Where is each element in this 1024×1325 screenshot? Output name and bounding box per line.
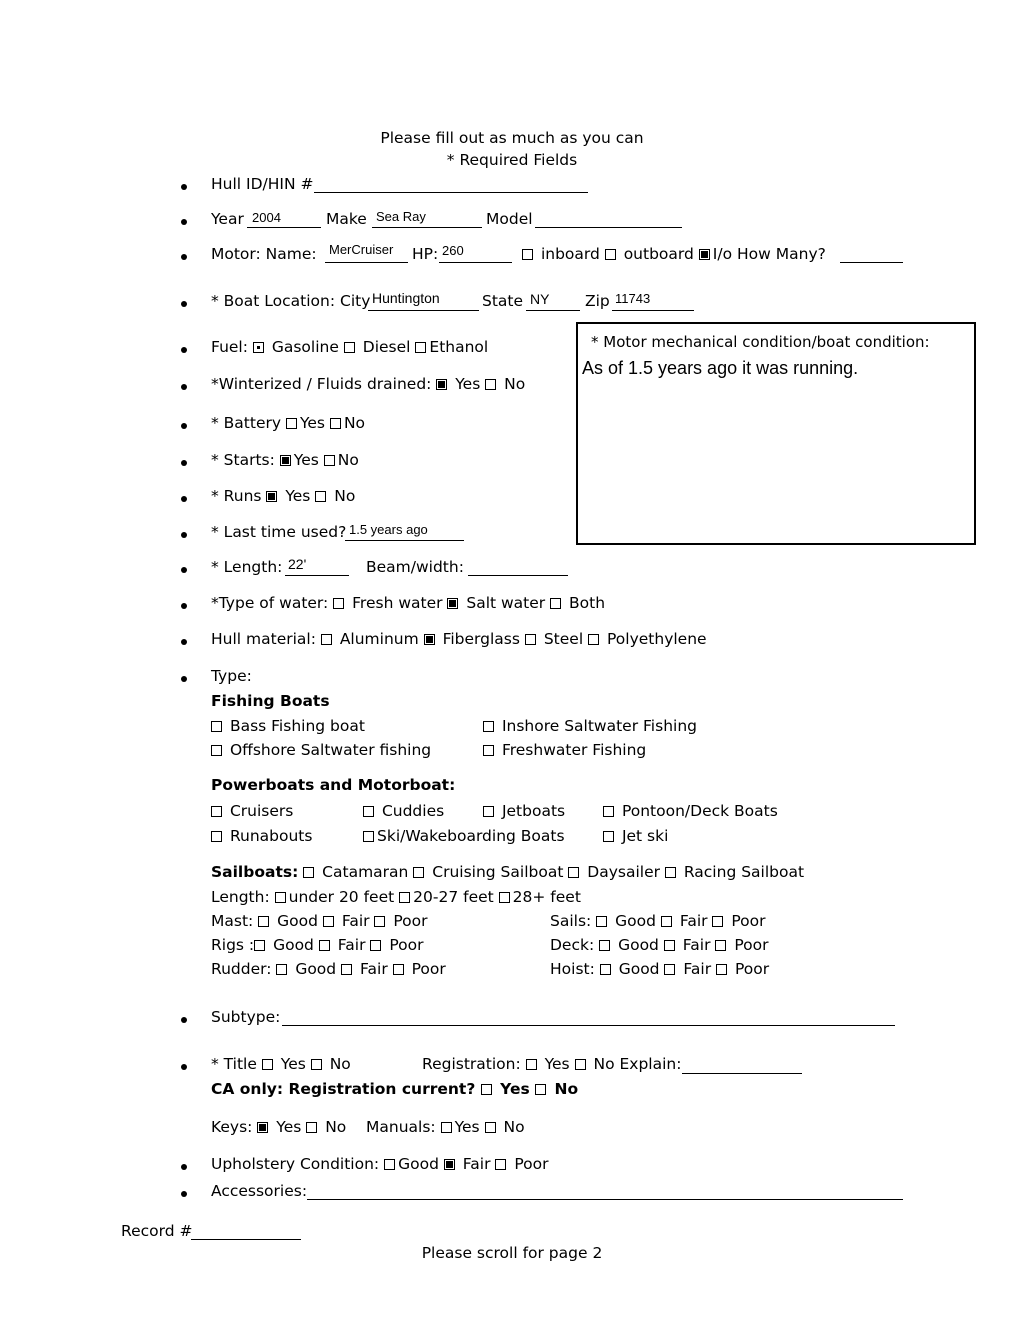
both-water-label: Both <box>569 594 606 612</box>
sails-poor-checkbox[interactable] <box>712 916 723 927</box>
last-used-field[interactable] <box>345 540 464 541</box>
bullet <box>181 496 187 502</box>
ca-registration-label: CA only: Registration current? <box>211 1080 476 1098</box>
make-value: Sea Ray <box>376 209 426 224</box>
sail-length-label: Length: <box>211 888 270 906</box>
keys-label: Keys: <box>211 1118 253 1136</box>
salt-water-label: Salt water <box>466 594 546 612</box>
how-many-field[interactable] <box>840 262 903 263</box>
starts-label: * Starts: <box>211 451 275 469</box>
zip-field[interactable] <box>612 310 694 311</box>
runabouts-checkbox[interactable] <box>211 831 222 842</box>
rigs-label: Rigs : <box>211 936 255 954</box>
beam-field[interactable] <box>468 575 568 576</box>
jetski-label: Jet ski <box>621 827 669 845</box>
bullet <box>181 460 187 466</box>
title-no-checkbox[interactable] <box>311 1059 322 1070</box>
registration-yes-checkbox[interactable] <box>526 1059 537 1070</box>
type-label: Type: <box>211 667 252 685</box>
registration-label: Registration: <box>422 1055 521 1073</box>
condition-label: * Motor mechanical condition/boat condition: <box>591 333 930 351</box>
bullet <box>181 254 187 260</box>
bullet <box>181 301 187 307</box>
no-label: No <box>503 1118 525 1136</box>
zip-label: Zip <box>585 292 610 310</box>
polyethylene-checkbox[interactable] <box>588 634 599 645</box>
length-label: * Length: <box>211 558 283 576</box>
rigs-good-checkbox[interactable] <box>254 940 265 951</box>
poor-label: Poor <box>734 960 770 978</box>
yes-label: Yes <box>455 375 481 393</box>
20-27-checkbox[interactable] <box>399 892 410 903</box>
bullet <box>181 423 187 429</box>
bass-label: Bass Fishing boat <box>229 717 365 735</box>
catamaran-label: Catamaran <box>322 863 409 881</box>
hull-id-field[interactable] <box>314 192 588 193</box>
ethanol-label: Ethanol <box>429 338 489 356</box>
catamaran-checkbox[interactable] <box>303 867 314 878</box>
pontoon-option <box>603 802 778 820</box>
length-field[interactable] <box>285 575 349 576</box>
offshore-checkbox[interactable] <box>211 745 222 756</box>
racing-sailboat-checkbox[interactable] <box>665 867 676 878</box>
racing-sailboat-label: Racing Sailboat <box>683 863 805 881</box>
hoist-fair-checkbox[interactable] <box>664 964 675 975</box>
poor-label: Poor <box>731 912 766 930</box>
no-label: No <box>337 451 359 469</box>
deck-label: Deck: <box>550 936 595 954</box>
salt-water-checkbox[interactable] <box>447 598 458 609</box>
runabouts-label: Runabouts <box>229 827 313 845</box>
offshore-option <box>211 741 431 759</box>
mast-good-checkbox[interactable] <box>258 916 269 927</box>
condition-box[interactable] <box>576 322 976 545</box>
make-field[interactable] <box>372 227 482 228</box>
poor-label: Poor <box>393 912 428 930</box>
city-field[interactable] <box>368 310 479 311</box>
steel-label: Steel <box>543 630 584 648</box>
hoist-good-checkbox[interactable] <box>600 964 611 975</box>
inshore-label: Inshore Saltwater Fishing <box>501 717 697 735</box>
gasoline-label: Gasoline <box>271 338 339 356</box>
bullet <box>181 384 187 390</box>
water-label: *Type of water: <box>211 594 329 612</box>
starts-no-checkbox[interactable] <box>324 455 335 466</box>
no-label: No <box>504 375 526 393</box>
aluminum-label: Aluminum <box>339 630 419 648</box>
battery-label: * Battery <box>211 414 282 432</box>
accessories-label: Accessories: <box>211 1182 308 1200</box>
bullet <box>181 1017 187 1023</box>
cuddies-label: Cuddies <box>381 802 445 820</box>
beam-label: Beam/width: <box>366 558 464 576</box>
mast-label: Mast: <box>211 912 254 930</box>
no-label: No <box>334 487 356 505</box>
sail-length-row <box>211 888 581 906</box>
rudder-label: Rudder: <box>211 960 272 978</box>
hp-field[interactable] <box>439 262 512 263</box>
ski-label: Ski/Wakeboarding Boats <box>377 827 565 845</box>
rudder-poor-checkbox[interactable] <box>393 964 404 975</box>
year-value: 2004 <box>252 210 281 225</box>
ca-registration-row <box>211 1080 578 1098</box>
good-label: Good <box>618 936 659 954</box>
freshwater-option <box>483 741 646 759</box>
bullet <box>181 639 187 645</box>
accessories-field[interactable] <box>307 1199 903 1200</box>
motor-name-value: MerCruiser <box>329 242 394 257</box>
hp-label: HP: <box>412 245 439 263</box>
fuel-row <box>211 338 488 356</box>
no-label: No <box>329 1055 351 1073</box>
yes-label: Yes <box>299 414 326 432</box>
fresh-water-label: Fresh water <box>352 594 443 612</box>
no-label: No <box>343 414 366 432</box>
good-label: Good <box>273 936 314 954</box>
sailboats-heading: Sailboats: <box>211 863 299 881</box>
aluminum-checkbox[interactable] <box>321 634 332 645</box>
deck-good-checkbox[interactable] <box>599 940 610 951</box>
poor-label: Poor <box>411 960 446 978</box>
mast-fair-checkbox[interactable] <box>323 916 334 927</box>
model-label: Model <box>486 210 533 228</box>
record-field[interactable] <box>191 1239 301 1240</box>
bullet <box>181 184 187 190</box>
motor-name-label: Motor: Name: <box>211 245 317 263</box>
cruisers-checkbox[interactable] <box>211 806 222 817</box>
runabouts-option <box>211 827 312 845</box>
rudder-good-checkbox[interactable] <box>276 964 287 975</box>
title-label: * Title <box>211 1055 257 1073</box>
battery-no-checkbox[interactable] <box>330 418 341 429</box>
deck-fair-checkbox[interactable] <box>664 940 675 951</box>
title-yes-checkbox[interactable] <box>262 1059 273 1070</box>
starts-row <box>211 451 359 469</box>
cuddies-checkbox[interactable] <box>363 806 374 817</box>
outboard-checkbox[interactable] <box>605 249 616 260</box>
poor-label: Poor <box>514 1155 549 1173</box>
fiberglass-checkbox[interactable] <box>424 634 435 645</box>
pontoon-checkbox[interactable] <box>603 806 614 817</box>
registration-row <box>422 1055 681 1073</box>
no-label: No <box>593 1055 615 1073</box>
hoist-poor-checkbox[interactable] <box>716 964 727 975</box>
sails-row <box>550 912 766 930</box>
hp-value: 260 <box>442 243 464 258</box>
freshwater-label: Freshwater Fishing <box>501 741 647 759</box>
bullet <box>181 347 187 353</box>
manuals-yes-checkbox[interactable] <box>441 1122 452 1133</box>
fresh-water-checkbox[interactable] <box>333 598 344 609</box>
rigs-poor-checkbox[interactable] <box>370 940 381 951</box>
good-label: Good <box>277 912 318 930</box>
make-label: Make <box>326 210 367 228</box>
freshwater-checkbox[interactable] <box>483 745 494 756</box>
fair-label: Fair <box>683 960 712 978</box>
fair-label: Fair <box>679 912 708 930</box>
inshore-checkbox[interactable] <box>483 721 494 732</box>
no-label: No <box>325 1118 347 1136</box>
no-label: No <box>554 1080 579 1098</box>
keys-yes-checkbox[interactable] <box>257 1122 268 1133</box>
fiberglass-label: Fiberglass <box>442 630 520 648</box>
last-used-label: * Last time used? <box>211 523 347 541</box>
28-plus-label: 28+ feet <box>512 888 581 906</box>
deck-row <box>550 936 768 954</box>
upholstery-fair-checkbox[interactable] <box>444 1159 455 1170</box>
manuals-no-checkbox[interactable] <box>485 1122 496 1133</box>
fuel-label: Fuel: <box>211 338 248 356</box>
motor-type-options <box>522 245 826 263</box>
city-label: * Boat Location: City <box>211 292 371 310</box>
yes-label: Yes <box>454 1118 480 1136</box>
bullet <box>181 1064 187 1070</box>
cruising-sailboat-label: Cruising Sailboat <box>432 863 564 881</box>
subtype-label: Subtype: <box>211 1008 281 1026</box>
jetboats-label: Jetboats <box>501 802 566 820</box>
good-label: Good <box>618 960 660 978</box>
ca-no-checkbox[interactable] <box>535 1084 546 1095</box>
poor-label: Poor <box>389 936 424 954</box>
sailboats-row <box>211 863 804 881</box>
winterized-no-checkbox[interactable] <box>485 379 496 390</box>
bullet <box>181 1164 187 1170</box>
pontoon-label: Pontoon/Deck Boats <box>621 802 778 820</box>
ski-checkbox[interactable] <box>363 831 374 842</box>
diesel-label: Diesel <box>362 338 411 356</box>
upholstery-good-checkbox[interactable] <box>384 1159 395 1170</box>
runs-label: * Runs <box>211 487 262 505</box>
yes-label: Yes <box>293 451 319 469</box>
explain-label: Explain: <box>619 1055 682 1073</box>
rigs-fair-checkbox[interactable] <box>319 940 330 951</box>
cruisers-option <box>211 802 293 820</box>
title-row <box>211 1055 351 1073</box>
bullet <box>181 1191 187 1197</box>
rudder-fair-checkbox[interactable] <box>341 964 352 975</box>
fair-label: Fair <box>462 1155 491 1173</box>
winterized-row <box>211 375 525 393</box>
jetski-option <box>603 827 668 845</box>
yes-label: Yes <box>285 487 311 505</box>
under-20-checkbox[interactable] <box>275 892 286 903</box>
good-label: Good <box>295 960 337 978</box>
inshore-option <box>483 717 697 735</box>
bullet <box>181 219 187 225</box>
starts-yes-checkbox[interactable] <box>280 455 291 466</box>
bullet <box>181 676 187 682</box>
bass-checkbox[interactable] <box>211 721 222 732</box>
explain-field[interactable] <box>682 1073 802 1074</box>
polyethylene-label: Polyethylene <box>607 630 707 648</box>
upholstery-label: Upholstery Condition: <box>211 1155 380 1173</box>
condition-text: As of 1.5 years ago it was running. <box>582 358 859 378</box>
battery-row <box>211 414 365 432</box>
sails-good-checkbox[interactable] <box>596 916 607 927</box>
hull-material-label: Hull material: <box>211 630 316 648</box>
diesel-checkbox[interactable] <box>344 342 355 353</box>
rigs-row <box>211 936 423 954</box>
under-20-label: under 20 feet <box>288 888 395 906</box>
winterized-yes-checkbox[interactable] <box>436 379 447 390</box>
runs-no-checkbox[interactable] <box>315 491 326 502</box>
bullet <box>181 603 187 609</box>
hoist-label: Hoist: <box>550 960 595 978</box>
length-value: 22' <box>288 556 307 572</box>
steel-checkbox[interactable] <box>525 634 536 645</box>
keys-no-checkbox[interactable] <box>306 1122 317 1133</box>
28-plus-checkbox[interactable] <box>499 892 510 903</box>
good-label: Good <box>615 912 656 930</box>
required-fields-note: * Required Fields <box>446 151 578 169</box>
hull-material-row <box>211 630 707 648</box>
state-field[interactable] <box>526 310 580 311</box>
battery-yes-checkbox[interactable] <box>286 418 297 429</box>
cruising-sailboat-checkbox[interactable] <box>413 867 424 878</box>
year-label: Year <box>211 210 244 228</box>
cruisers-label: Cruisers <box>229 802 294 820</box>
state-value: NY <box>530 291 550 307</box>
bullet <box>181 567 187 573</box>
powerboats-heading: Powerboats and Motorboat: <box>211 776 456 794</box>
subtype-field[interactable] <box>282 1025 895 1026</box>
ca-yes-checkbox[interactable] <box>481 1084 492 1095</box>
bullet <box>181 532 187 538</box>
mast-row <box>211 912 428 930</box>
inboard-checkbox[interactable] <box>522 249 533 260</box>
rudder-row <box>211 960 446 978</box>
state-label: State <box>482 292 524 310</box>
yes-label: Yes <box>500 1080 530 1098</box>
upholstery-poor-checkbox[interactable] <box>495 1159 506 1170</box>
fair-label: Fair <box>341 912 370 930</box>
both-water-checkbox[interactable] <box>550 598 561 609</box>
winterized-label: *Winterized / Fluids drained: <box>211 375 432 393</box>
outboard-label: outboard <box>623 245 694 263</box>
fishing-heading: Fishing Boats <box>211 692 330 710</box>
scroll-note: Please scroll for page 2 <box>421 1244 603 1262</box>
fair-label: Fair <box>360 960 388 978</box>
registration-no-checkbox[interactable] <box>575 1059 586 1070</box>
gasoline-checkbox[interactable] <box>253 342 264 353</box>
model-field[interactable] <box>535 227 682 228</box>
manuals-label: Manuals: <box>366 1118 436 1136</box>
poor-label: Poor <box>734 936 769 954</box>
runs-row <box>211 487 355 505</box>
ethanol-checkbox[interactable] <box>415 342 426 353</box>
cuddies-option <box>363 802 444 820</box>
hoist-row <box>550 960 769 978</box>
inboard-label: inboard <box>540 245 600 263</box>
20-27-label: 20-27 feet <box>413 888 494 906</box>
sails-fair-checkbox[interactable] <box>661 916 672 927</box>
io-checkbox[interactable] <box>699 249 710 260</box>
yes-label: Yes <box>280 1055 306 1073</box>
io-label: I/o <box>712 245 733 263</box>
sails-label: Sails: <box>550 912 592 930</box>
runs-yes-checkbox[interactable] <box>266 491 277 502</box>
bass-option <box>211 717 365 735</box>
motor-name-field[interactable] <box>325 262 408 263</box>
year-field[interactable] <box>247 227 321 228</box>
upholstery-row <box>211 1155 548 1173</box>
jetski-checkbox[interactable] <box>603 831 614 842</box>
daysailer-checkbox[interactable] <box>568 867 579 878</box>
fair-label: Fair <box>682 936 711 954</box>
hull-id-label: Hull ID/HIN # <box>211 175 314 193</box>
last-used-value: 1.5 years ago <box>349 522 428 537</box>
ski-option <box>363 827 565 845</box>
daysailer-label: Daysailer <box>587 863 660 881</box>
how-many-label: How Many? <box>737 245 826 263</box>
deck-poor-checkbox[interactable] <box>715 940 726 951</box>
record-label: Record # <box>121 1222 193 1240</box>
good-label: Good <box>398 1155 439 1173</box>
keys-row <box>211 1118 346 1136</box>
jetboats-checkbox[interactable] <box>483 806 494 817</box>
zip-value: 11743 <box>615 291 651 306</box>
mast-poor-checkbox[interactable] <box>374 916 385 927</box>
yes-label: Yes <box>544 1055 570 1073</box>
manuals-row <box>366 1118 525 1136</box>
city-value: Huntington <box>372 290 440 306</box>
form-instructions: Please fill out as much as you can <box>380 129 644 147</box>
fair-label: Fair <box>337 936 366 954</box>
jetboats-option <box>483 802 565 820</box>
yes-label: Yes <box>276 1118 302 1136</box>
water-row <box>211 594 605 612</box>
offshore-label: Offshore Saltwater fishing <box>229 741 432 759</box>
